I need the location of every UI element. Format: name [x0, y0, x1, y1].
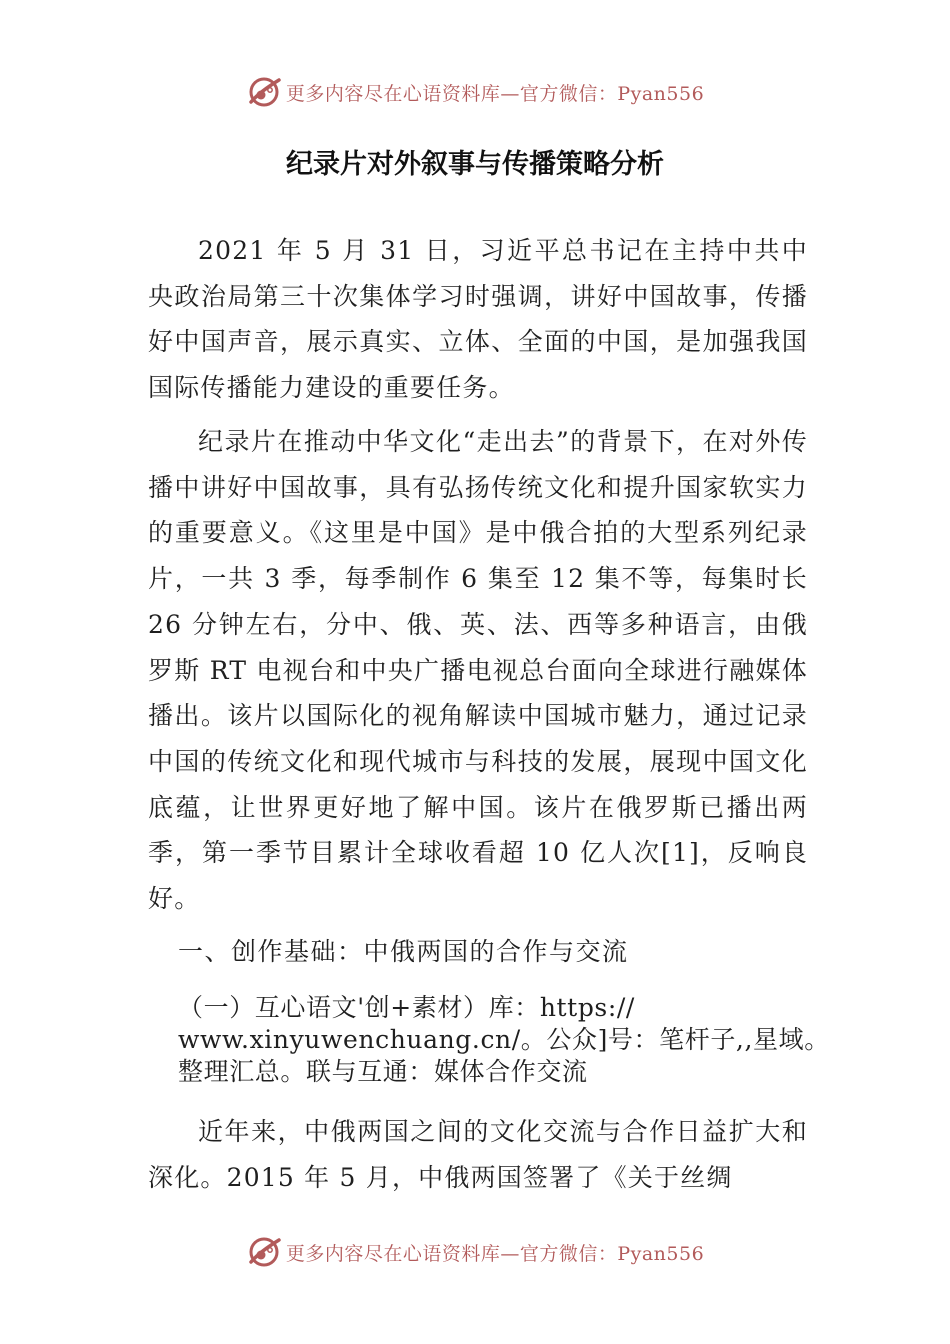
paragraph-2: 纪录片在推动中华文化“走出去”的背景下，在对外传播中讲好中国故事，具有弘扬传统文化和提升国家软实力的重要意义。《这里是中国》是中俄合拍的大型系列纪录片，一共 3 季，每季制作 6 集至 12 集不等，每集时长 26 分钟左右，分中、俄、英、法、西等多种语言，由俄罗斯 RT 电视台和中央广播电视总台面向全球进行融媒体播出。该片以国际化的视角解读中国城市魅力，通过记录中国的传统文化和现代城市与科技的发展，展现中国文化底蕴，让世界更好地了解中国。该片在俄罗斯已播出两季，第一季节目累计全球收看超 10 亿人次[1]，反响良好。	[148, 427, 808, 914]
page-footer	[0, 1232, 950, 1272]
section-heading-1: 一、创作基础：中俄两国的合作与交流	[178, 937, 629, 966]
brand-logo-icon	[246, 74, 282, 110]
header-brand-text: 更多内容尽在心语资料库—官方微信：Pyan556	[285, 82, 705, 105]
paragraph-3: 近年来，中俄两国之间的文化交流与合作日益扩大和深化。2015 年 5 月，中俄两国签署了《关于丝绸	[148, 1117, 808, 1192]
document-title: 纪录片对外叙事与传播策略分析	[286, 149, 664, 180]
brand-logo-icon	[246, 1234, 282, 1270]
paragraph-1: 2021 年 5 月 31 日，习近平总书记在主持中共中央政治局第三十次集体学习时强调，讲好中国故事，传播好中国声音，展示真实、立体、全面的中国，是加强我国国际传播能力建设的重要任务。	[148, 236, 808, 403]
page-header	[0, 72, 950, 112]
subsection-heading-1: （一）互心语文'创+素材）库：https:// www.xinyuwenchuang.cn/。公众]号：笔杆子,,星域。 整理汇总。联与互通：媒体合作交流	[178, 993, 830, 1086]
footer-brand-text: 更多内容尽在心语资料库—官方微信：Pyan556	[285, 1242, 705, 1265]
